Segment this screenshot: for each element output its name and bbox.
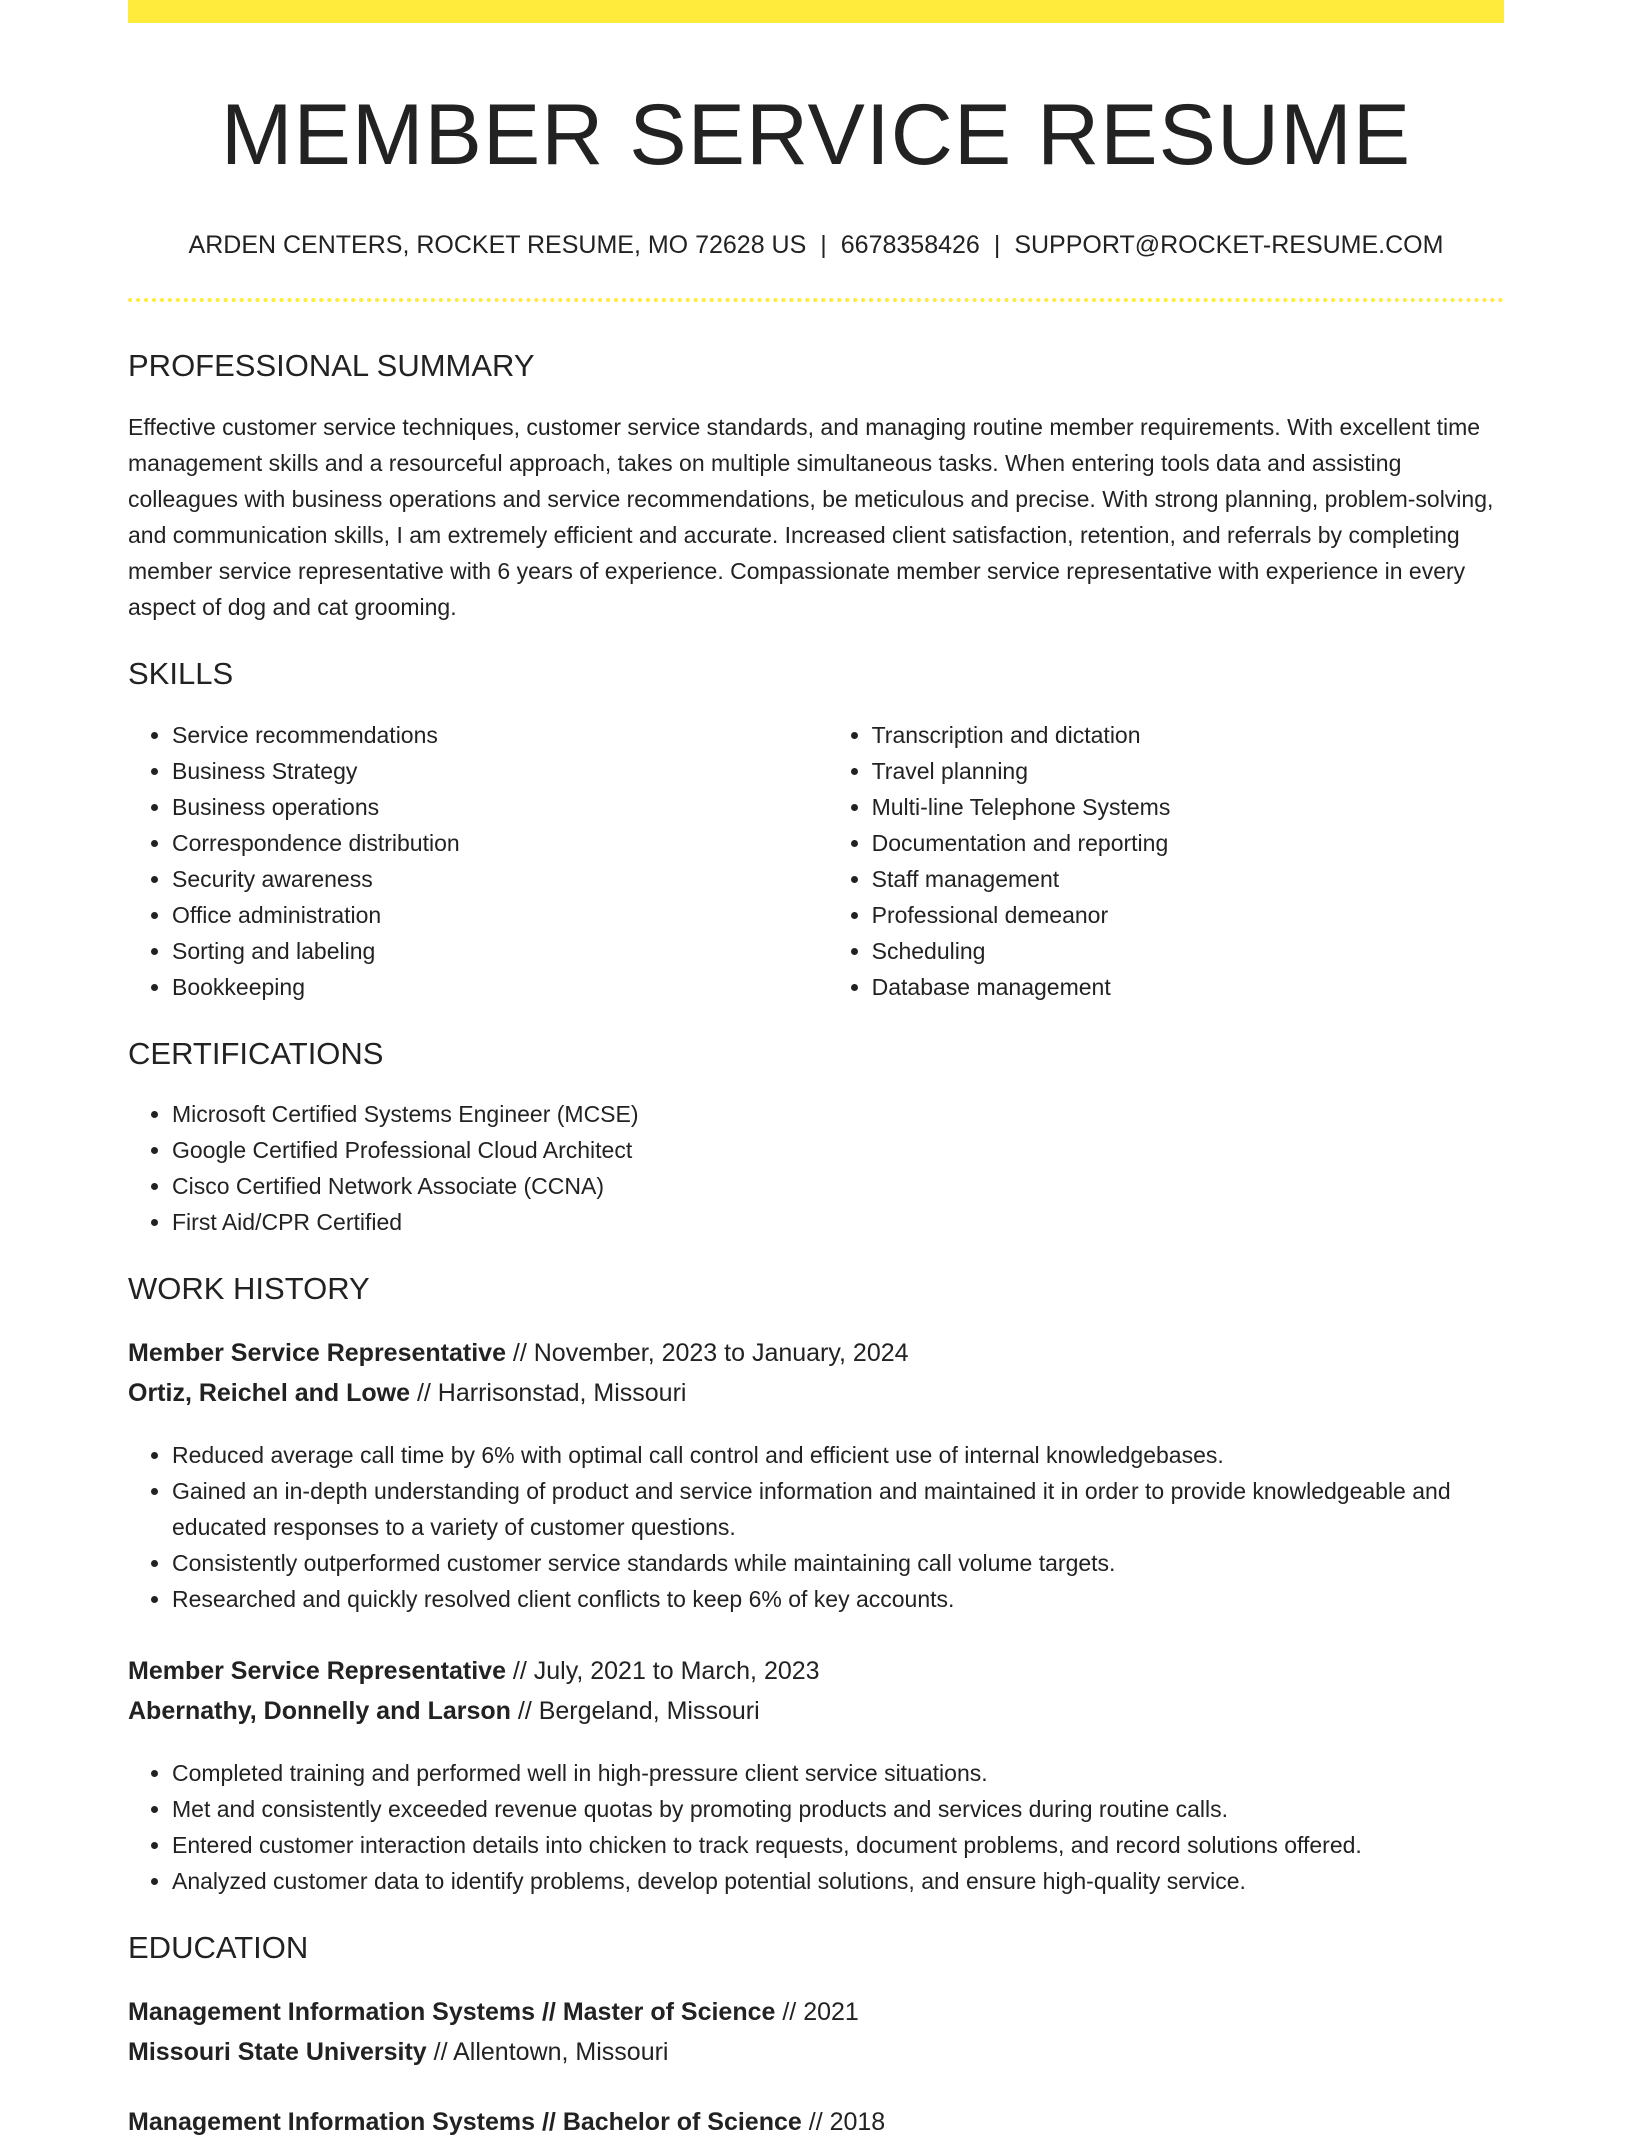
dotted-divider xyxy=(128,298,1504,302)
skill-item: • Staff management xyxy=(872,861,1504,897)
education-school-line xyxy=(128,2032,1504,2072)
education-degree: Management Information Systems // Bachelor of Science xyxy=(128,2108,802,2137)
education-year: // 2021 xyxy=(775,1998,859,2027)
certification-item: • Microsoft Certified Systems Engineer (MCSE) xyxy=(172,1096,1504,1132)
education-degree-line xyxy=(128,1992,1504,2032)
skills-list-right xyxy=(828,717,1504,1005)
job-entry xyxy=(128,1651,1504,1899)
contact-address: ARDEN CENTERS, ROCKET RESUME, MO 72628 US xyxy=(188,231,807,260)
certification-item: • Cisco Certified Network Associate (CCNA) xyxy=(172,1168,1504,1204)
skill-item: • Business Strategy xyxy=(172,753,828,789)
certifications-list xyxy=(128,1096,1504,1240)
job-location: // Bergeland, Missouri xyxy=(510,1696,760,1725)
contact-email: SUPPORT@ROCKET-RESUME.COM xyxy=(1014,231,1444,260)
job-company: Abernathy, Donnelly and Larson xyxy=(128,1696,511,1725)
skill-item: • Database management xyxy=(872,969,1504,1005)
accent-top-bar xyxy=(128,0,1504,23)
certification-item: • Google Certified Professional Cloud Architect xyxy=(172,1132,1504,1168)
skill-item: • Travel planning xyxy=(872,753,1504,789)
education-heading: EDUCATION xyxy=(128,1929,309,1965)
job-dates: // November, 2023 to January, 2024 xyxy=(505,1338,909,1367)
resume-page xyxy=(128,0,1504,2142)
job-bullet: • Reduced average call time by 6% with optimal call control and efficient use of internal knowledgebases. xyxy=(172,1437,1504,1473)
skill-item: • Security awareness xyxy=(172,861,828,897)
skill-item: • Sorting and labeling xyxy=(172,933,828,969)
skill-item: • Correspondence distribution xyxy=(172,825,828,861)
job-bullet: • Consistently outperformed customer service standards while maintaining call volume targets. xyxy=(172,1545,1504,1581)
job-title: Member Service Representative xyxy=(128,1338,506,1367)
education-entry xyxy=(128,2102,1504,2142)
job-bullet: • Analyzed customer data to identify problems, develop potential solutions, and ensure high-quality service. xyxy=(172,1863,1504,1899)
skill-item: • Bookkeeping xyxy=(172,969,828,1005)
job-company-line xyxy=(128,1691,1504,1731)
certification-item: • First Aid/CPR Certified xyxy=(172,1204,1504,1240)
education-year: // 2018 xyxy=(801,2108,886,2137)
job-company: Ortiz, Reichel and Lowe xyxy=(128,1378,410,1407)
summary-heading: PROFESSIONAL SUMMARY xyxy=(128,348,535,384)
skill-item: • Documentation and reporting xyxy=(872,825,1504,861)
education-degree: Management Information Systems // Master of Science xyxy=(128,1998,776,2027)
certifications-heading: CERTIFICATIONS xyxy=(128,1035,384,1071)
job-bullets xyxy=(128,1437,1504,1617)
job-bullet: • Met and consistently exceeded revenue quotas by promoting products and services during routine calls. xyxy=(172,1791,1504,1827)
job-location: // Harrisonstad, Missouri xyxy=(410,1378,687,1407)
skills-columns xyxy=(128,693,1504,1005)
job-title-line xyxy=(128,1333,1504,1373)
job-bullet: • Gained an in-depth understanding of product and service information and maintained it in order to provide knowledgeable and educated responses to a variety of customer questions. xyxy=(172,1473,1504,1545)
job-bullet: • Researched and quickly resolved client conflicts to keep 6% of key accounts. xyxy=(172,1581,1504,1617)
education-school: Missouri State University xyxy=(128,2038,427,2067)
job-entry xyxy=(128,1333,1504,1617)
job-bullet: • Completed training and performed well in high-pressure client service situations. xyxy=(172,1755,1504,1791)
summary-text: Effective customer service techniques, customer service standards, and managing routine member requirements. With excellent time management skills and a resourceful approach, takes on multiple simultaneous tasks. When entering tools data and assisting colleagues with business operations and service recommendations, be meticulous and precise. With strong planning, problem-solving, and communication skills, I am extremely efficient and accurate. Increased client satisfaction, retention, and referrals by completing member service representative with 6 years of experience. Compassionate member service representative with experience in every aspect of dog and cat grooming. xyxy=(128,414,1494,621)
skill-item: • Service recommendations xyxy=(172,717,828,753)
job-title: Member Service Representative xyxy=(128,1656,506,1685)
job-title-line xyxy=(128,1651,1504,1691)
skill-item: • Office administration xyxy=(172,897,828,933)
skill-item: • Scheduling xyxy=(872,933,1504,969)
education-degree-line xyxy=(128,2102,1504,2142)
skills-heading: SKILLS xyxy=(128,656,234,692)
contact-separator: | xyxy=(820,231,827,260)
contact-separator: | xyxy=(993,231,1001,260)
resume-title: MEMBER SERVICE RESUME xyxy=(220,87,1412,183)
job-bullet: • Entered customer interaction details into chicken to track requests, document problems, and record solutions offered. xyxy=(172,1827,1504,1863)
skill-item: • Professional demeanor xyxy=(872,897,1504,933)
job-dates: // July, 2021 to March, 2023 xyxy=(505,1656,820,1685)
skill-item: • Business operations xyxy=(172,789,828,825)
contact-line xyxy=(128,230,1504,260)
skill-item: • Multi-line Telephone Systems xyxy=(872,789,1504,825)
skills-list-left xyxy=(128,717,828,1005)
education-entry xyxy=(128,1992,1504,2072)
education-location: // Allentown, Missouri xyxy=(426,2038,669,2067)
skill-item: • Transcription and dictation xyxy=(872,717,1504,753)
work-history-heading: WORK HISTORY xyxy=(128,1270,370,1306)
contact-phone: 6678358426 xyxy=(840,231,980,260)
job-company-line xyxy=(128,1373,1504,1413)
job-bullets xyxy=(128,1755,1504,1899)
